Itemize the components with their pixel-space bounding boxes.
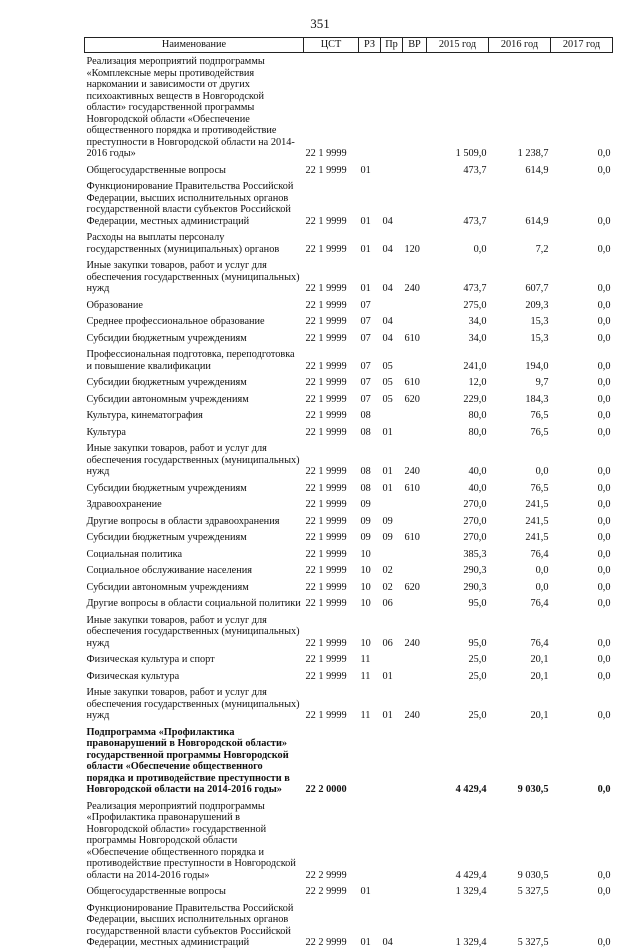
row-name: Социальное обслуживание населения bbox=[86, 565, 252, 576]
row-2017: 0,0 bbox=[597, 243, 611, 255]
row-2015: 473,7 bbox=[463, 164, 487, 176]
table-row bbox=[85, 529, 613, 546]
row-2015: 270,0 bbox=[463, 515, 487, 527]
row-cst: 22 1 9999 bbox=[305, 299, 347, 311]
row-vr: 120 bbox=[404, 243, 420, 255]
row-vr bbox=[403, 651, 427, 668]
row-pr bbox=[381, 883, 403, 900]
row-cst: 22 1 9999 bbox=[305, 148, 347, 159]
row-cst: 22 1 9999 bbox=[305, 426, 347, 438]
row-pr: 06 bbox=[382, 598, 393, 609]
row-2016: 76,5 bbox=[530, 410, 549, 421]
row-cst: 22 2 9999 bbox=[305, 886, 347, 897]
row-2015: 0,0 bbox=[473, 243, 487, 255]
row-cst: 22 1 9999 bbox=[305, 377, 347, 388]
table-row bbox=[85, 391, 613, 408]
row-pr: 06 bbox=[382, 637, 393, 649]
row-cst: 22 1 9999 bbox=[305, 565, 347, 576]
row-2017: 0,0 bbox=[597, 410, 611, 421]
page-number: 351 bbox=[310, 16, 330, 31]
table-row bbox=[85, 178, 613, 229]
row-2015: 270,0 bbox=[463, 499, 487, 510]
row-pr bbox=[381, 496, 403, 513]
row-2016: 614,9 bbox=[525, 215, 549, 227]
row-2015: 40,0 bbox=[468, 482, 487, 494]
row-vr bbox=[403, 313, 427, 330]
row-2016: 184,3 bbox=[525, 393, 549, 405]
row-pr bbox=[381, 297, 403, 314]
row-2016: 241,5 bbox=[525, 532, 549, 543]
row-pr: 05 bbox=[382, 360, 393, 372]
row-cst: 22 1 9999 bbox=[305, 164, 347, 176]
row-2017: 0,0 bbox=[597, 869, 611, 881]
row-vr: 240 bbox=[404, 283, 420, 294]
row-2017: 0,0 bbox=[597, 215, 611, 227]
table-row bbox=[85, 480, 613, 497]
row-name: Субсидии бюджетным учреждениям bbox=[86, 482, 247, 494]
table-row bbox=[85, 612, 613, 652]
row-2016: 5 327,5 bbox=[517, 937, 549, 948]
row-vr: 240 bbox=[404, 710, 420, 721]
row-name: Среднее профессиональное образование bbox=[86, 316, 265, 327]
row-vr bbox=[403, 346, 427, 374]
row-2015: 80,0 bbox=[468, 426, 487, 438]
row-vr bbox=[403, 53, 427, 162]
row-2017: 0,0 bbox=[597, 377, 611, 388]
table-row bbox=[85, 513, 613, 530]
row-2015: 40,0 bbox=[468, 466, 487, 477]
row-vr: 610 bbox=[404, 332, 420, 344]
row-2016: 5 327,5 bbox=[517, 886, 549, 897]
row-pr bbox=[381, 798, 403, 884]
row-rz: 10 bbox=[360, 581, 371, 593]
row-cst: 22 1 9999 bbox=[305, 581, 347, 593]
row-2017: 0,0 bbox=[597, 886, 611, 897]
row-2016: 76,5 bbox=[530, 426, 549, 438]
row-name: Иные закупки товаров, работ и услуг для обеспечения государственных (муниципальных) нужд bbox=[86, 260, 300, 294]
row-2015: 4 429,4 bbox=[455, 784, 487, 795]
table-row bbox=[85, 651, 613, 668]
row-name: Образование bbox=[86, 299, 143, 311]
row-vr bbox=[403, 546, 427, 563]
row-2015: 25,0 bbox=[468, 710, 487, 721]
row-2016: 20,1 bbox=[530, 710, 549, 721]
row-cst: 22 1 9999 bbox=[305, 410, 347, 421]
row-2017: 0,0 bbox=[597, 654, 611, 665]
row-cst: 22 1 9999 bbox=[305, 360, 347, 372]
row-2017: 0,0 bbox=[597, 164, 611, 176]
row-2015: 1 329,4 bbox=[455, 937, 487, 948]
row-2015: 290,3 bbox=[463, 565, 487, 576]
row-cst: 22 1 9999 bbox=[305, 499, 347, 510]
row-rz: 10 bbox=[360, 548, 371, 560]
row-pr: 04 bbox=[382, 316, 393, 327]
row-2016: 0,0 bbox=[535, 466, 549, 477]
row-2017: 0,0 bbox=[597, 937, 611, 948]
row-pr bbox=[381, 724, 403, 798]
row-pr: 01 bbox=[382, 482, 393, 494]
row-2015: 473,7 bbox=[463, 283, 487, 294]
row-rz: 07 bbox=[360, 299, 371, 311]
row-2017: 0,0 bbox=[597, 670, 611, 682]
row-2016: 76,5 bbox=[530, 482, 549, 494]
row-rz: 11 bbox=[360, 654, 371, 665]
row-rz: 01 bbox=[360, 215, 371, 227]
row-pr: 02 bbox=[382, 581, 393, 593]
table-row bbox=[85, 162, 613, 179]
row-2016: 9,7 bbox=[535, 377, 549, 388]
table-row bbox=[85, 53, 613, 162]
row-2016: 20,1 bbox=[530, 670, 549, 682]
row-name: Субсидии бюджетным учреждениям bbox=[86, 377, 247, 388]
row-pr: 01 bbox=[382, 466, 393, 477]
row-2017: 0,0 bbox=[597, 360, 611, 372]
row-2016: 15,3 bbox=[530, 316, 549, 327]
table-row bbox=[85, 330, 613, 347]
row-2017: 0,0 bbox=[597, 148, 611, 159]
row-vr bbox=[403, 513, 427, 530]
row-cst: 22 1 9999 bbox=[305, 332, 347, 344]
row-pr bbox=[381, 407, 403, 424]
row-2015: 95,0 bbox=[468, 637, 487, 649]
row-name: Общегосударственные вопросы bbox=[86, 886, 226, 897]
table-row bbox=[85, 374, 613, 391]
row-rz: 09 bbox=[360, 499, 371, 510]
row-pr: 04 bbox=[382, 215, 393, 227]
row-2015: 275,0 bbox=[463, 299, 487, 311]
row-pr: 01 bbox=[382, 710, 393, 721]
table-row bbox=[85, 562, 613, 579]
table-row bbox=[85, 297, 613, 314]
row-name: Культура bbox=[86, 426, 126, 438]
row-cst: 22 1 9999 bbox=[305, 532, 347, 543]
row-cst: 22 1 9999 bbox=[305, 654, 347, 665]
row-pr bbox=[381, 546, 403, 563]
row-cst: 22 1 9999 bbox=[305, 393, 347, 405]
row-name: Функционирование Правительства Российской Федерации, высших исполнительных органов государственной власти субъектов Российской Федерации, местных администраций bbox=[86, 902, 294, 948]
row-vr bbox=[403, 900, 427, 951]
table-row bbox=[85, 595, 613, 612]
header-cst: ЦСТ bbox=[304, 38, 359, 53]
row-pr bbox=[381, 162, 403, 179]
row-name: Субсидии бюджетным учреждениям bbox=[86, 332, 247, 344]
header-2017: 2017 год bbox=[551, 38, 613, 53]
row-vr: 610 bbox=[404, 482, 420, 494]
table-row bbox=[85, 313, 613, 330]
row-rz: 07 bbox=[360, 360, 371, 372]
row-name: Профессиональная подготовка, переподготовка и повышение квалификации bbox=[86, 349, 295, 372]
row-name: Реализация мероприятий подпрограммы «Комплексные меры противодействия наркомании и зависимости от других психоактивных веществ в Новгородской области» государственной программы Новгородской области «Обеспечение общественного порядка и противодействие преступности в Новгородской области на 2014-2016 годы» bbox=[86, 56, 295, 159]
row-cst: 22 1 9999 bbox=[305, 243, 347, 255]
row-pr: 04 bbox=[382, 283, 393, 294]
row-2015: 34,0 bbox=[468, 316, 487, 327]
table-row bbox=[85, 668, 613, 685]
row-cst: 22 1 9999 bbox=[305, 710, 347, 721]
header-2016: 2016 год bbox=[489, 38, 551, 53]
row-2017: 0,0 bbox=[597, 637, 611, 649]
table-row bbox=[85, 229, 613, 257]
row-name: Субсидии автономным учреждениям bbox=[86, 581, 249, 593]
row-2015: 229,0 bbox=[463, 393, 487, 405]
row-vr: 620 bbox=[404, 393, 420, 405]
row-2016: 1 238,7 bbox=[517, 148, 549, 159]
row-2015: 385,3 bbox=[463, 548, 487, 560]
row-2015: 95,0 bbox=[468, 598, 487, 609]
row-vr: 610 bbox=[404, 532, 420, 543]
row-cst: 22 1 9999 bbox=[305, 482, 347, 494]
row-vr bbox=[403, 496, 427, 513]
row-2016: 241,5 bbox=[525, 499, 549, 510]
row-2016: 241,5 bbox=[525, 515, 549, 527]
row-2017: 0,0 bbox=[597, 332, 611, 344]
row-2015: 4 429,4 bbox=[455, 869, 487, 881]
table-row bbox=[85, 579, 613, 596]
row-2016: 0,0 bbox=[535, 565, 549, 576]
row-rz: 08 bbox=[360, 482, 371, 494]
row-2015: 34,0 bbox=[468, 332, 487, 344]
table-row bbox=[85, 424, 613, 441]
row-pr: 09 bbox=[382, 532, 393, 543]
row-cst: 22 1 9999 bbox=[305, 466, 347, 477]
row-2017: 0,0 bbox=[597, 499, 611, 510]
table-body bbox=[85, 53, 613, 951]
row-cst: 22 1 9999 bbox=[305, 215, 347, 227]
row-pr: 04 bbox=[382, 243, 393, 255]
row-rz: 09 bbox=[360, 515, 371, 527]
row-name: Другие вопросы в области социальной политики bbox=[86, 598, 301, 609]
row-2015: 473,7 bbox=[463, 215, 487, 227]
row-2015: 1 329,4 bbox=[455, 886, 487, 897]
row-2016: 9 030,5 bbox=[517, 869, 549, 881]
row-pr: 02 bbox=[382, 565, 393, 576]
row-name: Расходы на выплаты персоналу государственных (муниципальных) органов bbox=[86, 232, 280, 255]
row-2015: 80,0 bbox=[468, 410, 487, 421]
row-name: Реализация мероприятий подпрограммы «Профилактика правонарушений в Новгородской области» государственной программы Новгородской области «Обеспечение общественного порядка и противодействие преступности в Новгородской области на 2014-2016 годы» bbox=[86, 800, 296, 881]
table-header-row bbox=[85, 38, 613, 53]
table-row bbox=[85, 546, 613, 563]
row-2016: 209,3 bbox=[525, 299, 549, 311]
row-rz: 10 bbox=[360, 637, 371, 649]
row-name: Физическая культура и спорт bbox=[86, 654, 215, 665]
table-row bbox=[85, 900, 613, 951]
row-cst: 22 1 9999 bbox=[305, 548, 347, 560]
row-2016: 20,1 bbox=[530, 654, 549, 665]
row-2016: 614,9 bbox=[525, 164, 549, 176]
header-2015: 2015 год bbox=[427, 38, 489, 53]
row-pr: 04 bbox=[382, 332, 393, 344]
table-row bbox=[85, 883, 613, 900]
row-vr bbox=[403, 798, 427, 884]
header-name: Наименование bbox=[85, 38, 304, 53]
row-rz: 10 bbox=[360, 598, 371, 609]
table-row bbox=[85, 798, 613, 884]
row-pr: 05 bbox=[382, 377, 393, 388]
row-rz: 01 bbox=[360, 283, 371, 294]
row-rz bbox=[359, 53, 381, 162]
row-pr bbox=[381, 53, 403, 162]
row-name: Культура, кинематография bbox=[86, 410, 203, 421]
row-vr bbox=[403, 595, 427, 612]
row-2016: 76,4 bbox=[530, 548, 549, 560]
row-rz: 10 bbox=[360, 565, 371, 576]
row-rz: 09 bbox=[360, 532, 371, 543]
row-vr: 240 bbox=[404, 466, 420, 477]
row-2017: 0,0 bbox=[597, 393, 611, 405]
table-row bbox=[85, 440, 613, 480]
row-cst: 22 1 9999 bbox=[305, 283, 347, 294]
row-vr bbox=[403, 668, 427, 685]
row-pr: 05 bbox=[382, 393, 393, 405]
row-rz: 01 bbox=[360, 243, 371, 255]
row-rz bbox=[359, 798, 381, 884]
row-name: Общегосударственные вопросы bbox=[86, 164, 226, 176]
row-2017: 0,0 bbox=[597, 482, 611, 494]
row-vr bbox=[403, 562, 427, 579]
row-name: Иные закупки товаров, работ и услуг для обеспечения государственных (муниципальных) нужд bbox=[86, 443, 300, 477]
table-row bbox=[85, 407, 613, 424]
row-pr: 09 bbox=[382, 515, 393, 527]
row-pr: 04 bbox=[382, 937, 393, 948]
row-cst: 22 1 9999 bbox=[305, 637, 347, 649]
row-2015: 270,0 bbox=[463, 532, 487, 543]
row-2016: 0,0 bbox=[535, 581, 549, 593]
row-rz: 07 bbox=[360, 393, 371, 405]
row-vr: 620 bbox=[404, 581, 420, 593]
row-2017: 0,0 bbox=[597, 466, 611, 477]
row-rz: 07 bbox=[360, 377, 371, 388]
row-pr: 01 bbox=[382, 426, 393, 438]
row-name: Субсидии бюджетным учреждениям bbox=[86, 532, 247, 543]
row-vr bbox=[403, 724, 427, 798]
row-vr bbox=[403, 407, 427, 424]
row-2017: 0,0 bbox=[597, 316, 611, 327]
row-2017: 0,0 bbox=[597, 548, 611, 560]
row-2016: 607,7 bbox=[525, 283, 549, 294]
header-rz: РЗ bbox=[359, 38, 381, 53]
row-2017: 0,0 bbox=[597, 283, 611, 294]
row-vr bbox=[403, 178, 427, 229]
row-2016: 76,4 bbox=[530, 598, 549, 609]
row-cst: 22 2 9999 bbox=[305, 937, 347, 948]
row-2015: 12,0 bbox=[468, 377, 487, 388]
row-vr bbox=[403, 883, 427, 900]
row-name: Физическая культура bbox=[86, 670, 180, 682]
row-2015: 241,0 bbox=[463, 360, 487, 372]
row-2017: 0,0 bbox=[597, 598, 611, 609]
row-2015: 25,0 bbox=[468, 654, 487, 665]
table-row bbox=[85, 684, 613, 724]
row-name: Иные закупки товаров, работ и услуг для обеспечения государственных (муниципальных) нужд bbox=[86, 687, 300, 721]
row-2017: 0,0 bbox=[597, 581, 611, 593]
header-pr: Пр bbox=[381, 38, 403, 53]
row-pr: 01 bbox=[382, 670, 393, 682]
row-2017: 0,0 bbox=[597, 784, 611, 795]
row-vr bbox=[403, 162, 427, 179]
row-2016: 7,2 bbox=[535, 243, 549, 255]
row-pr bbox=[381, 651, 403, 668]
row-rz: 08 bbox=[360, 410, 371, 421]
row-cst: 22 1 9999 bbox=[305, 670, 347, 682]
budget-table bbox=[84, 37, 613, 951]
row-name: Социальная политика bbox=[86, 548, 183, 560]
row-2015: 25,0 bbox=[468, 670, 487, 682]
row-rz: 11 bbox=[360, 710, 371, 721]
row-cst: 22 2 9999 bbox=[305, 869, 347, 881]
row-name: Другие вопросы в области здравоохранения bbox=[86, 515, 280, 527]
row-rz: 07 bbox=[360, 316, 371, 327]
row-rz: 11 bbox=[360, 670, 371, 682]
row-cst: 22 1 9999 bbox=[305, 598, 347, 609]
row-2015: 1 509,0 bbox=[455, 148, 487, 159]
table-row bbox=[85, 724, 613, 798]
row-rz: 07 bbox=[360, 332, 371, 344]
row-cst: 22 1 9999 bbox=[305, 515, 347, 527]
table-row bbox=[85, 496, 613, 513]
row-2017: 0,0 bbox=[597, 565, 611, 576]
row-rz: 01 bbox=[360, 164, 371, 176]
row-2016: 194,0 bbox=[525, 360, 549, 372]
row-cst: 22 1 9999 bbox=[305, 316, 347, 327]
row-name: Подпрограмма «Профилактика правонарушений в Новгородской области» государственной программы Новгородской области «Обеспечение общественного порядка и противодействие преступности в Новгородской области на 2014-2016 годы» bbox=[86, 726, 290, 795]
row-2017: 0,0 bbox=[597, 426, 611, 438]
row-rz bbox=[359, 724, 381, 798]
row-rz: 01 bbox=[360, 886, 371, 897]
row-2015: 290,3 bbox=[463, 581, 487, 593]
row-name: Функционирование Правительства Российской Федерации, высших исполнительных органов государственной власти субъектов Российской Федерации, местных администраций bbox=[86, 181, 294, 227]
row-vr bbox=[403, 297, 427, 314]
row-2017: 0,0 bbox=[597, 710, 611, 721]
row-rz: 01 bbox=[360, 937, 371, 948]
row-cst: 22 2 0000 bbox=[305, 784, 347, 795]
row-name: Субсидии автономным учреждениям bbox=[86, 393, 249, 405]
row-name: Иные закупки товаров, работ и услуг для обеспечения государственных (муниципальных) нужд bbox=[86, 614, 300, 649]
row-2016: 9 030,5 bbox=[517, 784, 549, 795]
table-row bbox=[85, 257, 613, 297]
header-vr: ВР bbox=[403, 38, 427, 53]
row-2017: 0,0 bbox=[597, 515, 611, 527]
row-2017: 0,0 bbox=[597, 299, 611, 311]
table-row bbox=[85, 346, 613, 374]
row-2017: 0,0 bbox=[597, 532, 611, 543]
row-rz: 08 bbox=[360, 426, 371, 438]
row-rz: 08 bbox=[360, 466, 371, 477]
row-name: Здравоохранение bbox=[86, 499, 162, 510]
row-vr bbox=[403, 424, 427, 441]
row-2016: 15,3 bbox=[530, 332, 549, 344]
row-2016: 76,4 bbox=[530, 637, 549, 649]
row-vr: 610 bbox=[404, 377, 420, 388]
row-vr: 240 bbox=[404, 637, 420, 649]
